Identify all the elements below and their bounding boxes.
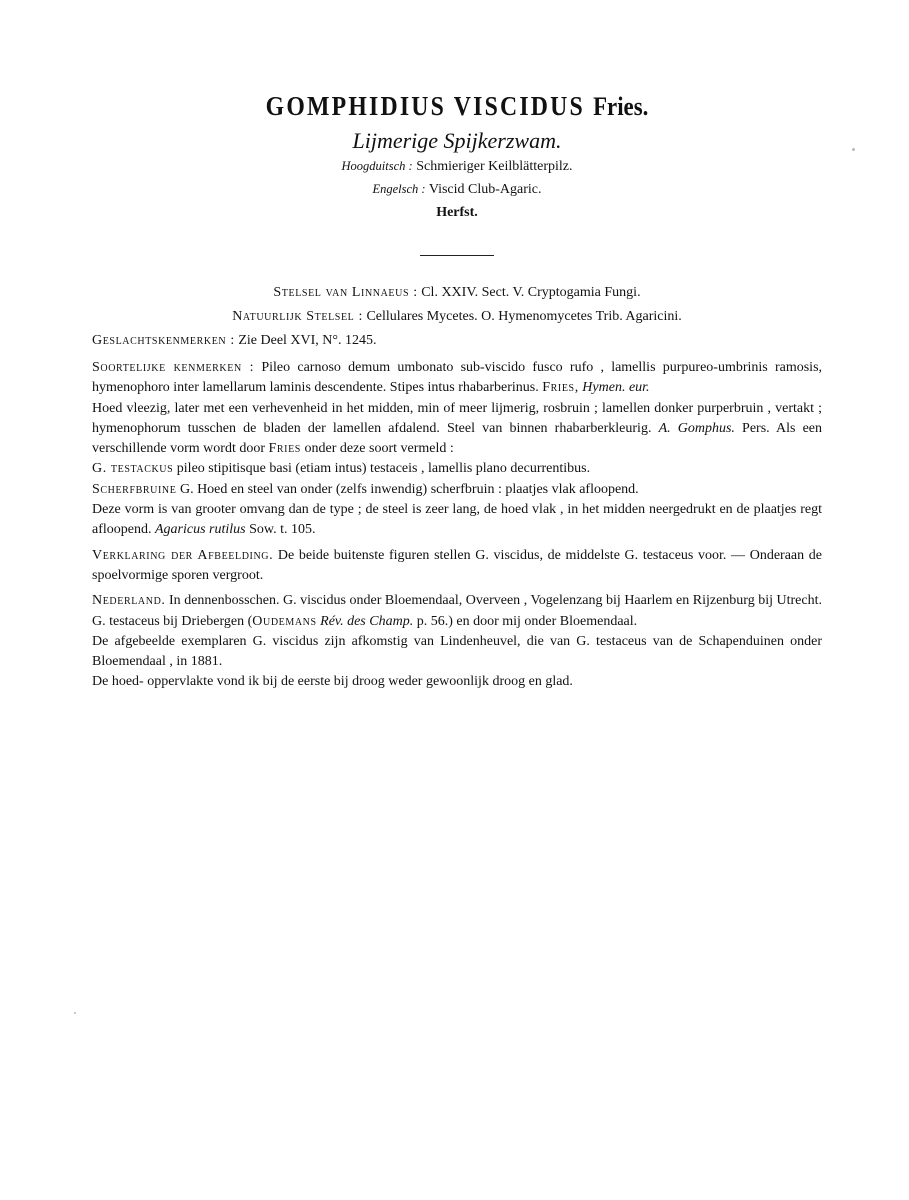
dutch-name: Lijmerige Spijkerzwam. — [352, 128, 562, 153]
paragraph-soort — [92, 358, 822, 399]
soort-ref-name: Fries, — [542, 380, 579, 396]
paragraph-verklaring — [92, 546, 822, 587]
linnaeus-value: Cl. XXIV. Sect. V. Cryptogamia Fungi. — [421, 285, 641, 300]
hoed-fries: Fries — [268, 441, 301, 457]
testaceus-label: G. testackus — [92, 461, 174, 477]
hoed-text-3: onder deze soort vermeld : — [304, 441, 454, 457]
paragraph-hoed — [92, 399, 822, 460]
linnaeus-label: Stelsel van Linnaeus : — [273, 285, 418, 300]
soort-text: Pileo carnoso demum umbonato sub-viscido fusco rufo , lamellis purpureo-umbrinis ramosis, hymenophoro inter lamellarum laminis descendente. Stipes intus rhabarberinus. — [92, 360, 823, 396]
season: Herfst. — [436, 205, 478, 220]
paragraph-hoed-oppervlakte — [92, 672, 822, 692]
nederland-oudemans: Oudemans — [252, 613, 317, 629]
natural-label: Natuurlijk Stelsel : — [232, 309, 363, 324]
german-name: Schmieriger Keilblätterpilz. — [416, 159, 573, 174]
header-block — [92, 88, 822, 256]
nederland-text-2: p. 56.) en door mij onder Bloemendaal. — [416, 613, 638, 629]
paragraph-testaceus — [92, 459, 822, 479]
nederland-rev: Rév. des Champ. — [320, 613, 414, 629]
divider-rule — [420, 255, 494, 256]
paper-speck — [852, 148, 855, 151]
genus-line — [92, 329, 822, 353]
afgebeeld-text: De afgebeelde exemplaren G. viscidus zijn afkomstig van Lindenheuvel, die van G. testaceus van de Schapenduinen onder Bloemendaal , in 1881. — [92, 633, 822, 670]
hoed-synonym: A. Gomphus. — [658, 420, 735, 436]
vorm-ref-2: Sow. t. 105. — [249, 522, 316, 538]
document-page — [92, 88, 822, 693]
page-title — [136, 88, 778, 125]
english-name: Viscid Club-Agaric. — [428, 182, 542, 197]
natural-system-line — [92, 305, 822, 329]
title-author: Fries. — [593, 92, 649, 121]
natural-value: Cellulares Mycetes. O. Hymenomycetes Trib. Agaricini. — [366, 309, 682, 324]
hoed-text-2: Pers. Als een verschillende vorm wordt door — [92, 420, 822, 457]
vorm-ref: Agaricus rutilus — [154, 522, 246, 538]
paper-speck — [74, 1012, 76, 1014]
scherf-text: G. Hoed en steel van onder (zelfs inwendig) scherfbruin : plaatjes vlak afloopend. — [179, 481, 639, 497]
nederland-label: Nederland. — [92, 593, 166, 609]
hoed-opp-text: De hoed- oppervlakte vond ik bij de eerste bij droog weder gewoonlijk droog en glad. — [92, 674, 573, 690]
english-label: Engelsch : — [372, 182, 426, 196]
paragraph-vorm — [92, 500, 822, 541]
scherf-label: Scherfbruine — [92, 481, 177, 497]
testaceus-text: pileo stipitisque basi (etiam intus) testaceis , lamellis plano decurrentibus. — [176, 461, 591, 477]
soort-ref-work: Hymen. eur. — [582, 380, 650, 396]
soort-label: Soortelijke kenmerken : — [92, 360, 255, 375]
hoed-text: Hoed vleezig, later met een verhevenheid in het midden, min of meer lijmerig, rosbruin ; lamellen donker purperbruin , vertakt ; hymenophorum tusschen de bladen der lamellen afdalend. Steel van binnen rhabarberkleurig. — [92, 400, 822, 436]
paragraph-afgebeeld — [92, 632, 822, 673]
paragraph-scherfbruine — [92, 480, 822, 500]
english-name-line — [92, 178, 822, 201]
vorm-text: Deze vorm is van grooter omvang dan de type ; de steel is zeer lang, de hoed vlak , in het midden neergedrukt en de plaatjes regt afloopend. — [92, 502, 822, 538]
genus-value: Zie Deel XVI, N°. 1245. — [238, 333, 377, 348]
nederland-text: In dennenbosschen. G. viscidus onder Bloemendaal, Overveen , Vogelenzang bij Haarlem en Rijzenburg bij Utrecht. G. testaceus bij Driebergen ( — [92, 593, 822, 629]
verklaring-text: De beide buitenste figuren stellen G. viscidus, de middelste G. testaceus voor. — Onderaan de spoelvormige sporen vergroot. — [92, 547, 822, 583]
body-text — [92, 358, 822, 693]
german-label: Hoogduitsch : — [341, 159, 413, 173]
title-species: GOMPHIDIUS VISCIDUS — [265, 91, 585, 121]
genus-label: Geslachtskenmerken : — [92, 333, 235, 348]
german-name-line — [92, 155, 822, 178]
linnaeus-line — [92, 281, 822, 305]
paragraph-nederland — [92, 591, 822, 632]
verklaring-label: Verklaring der Afbeelding. — [92, 547, 274, 563]
